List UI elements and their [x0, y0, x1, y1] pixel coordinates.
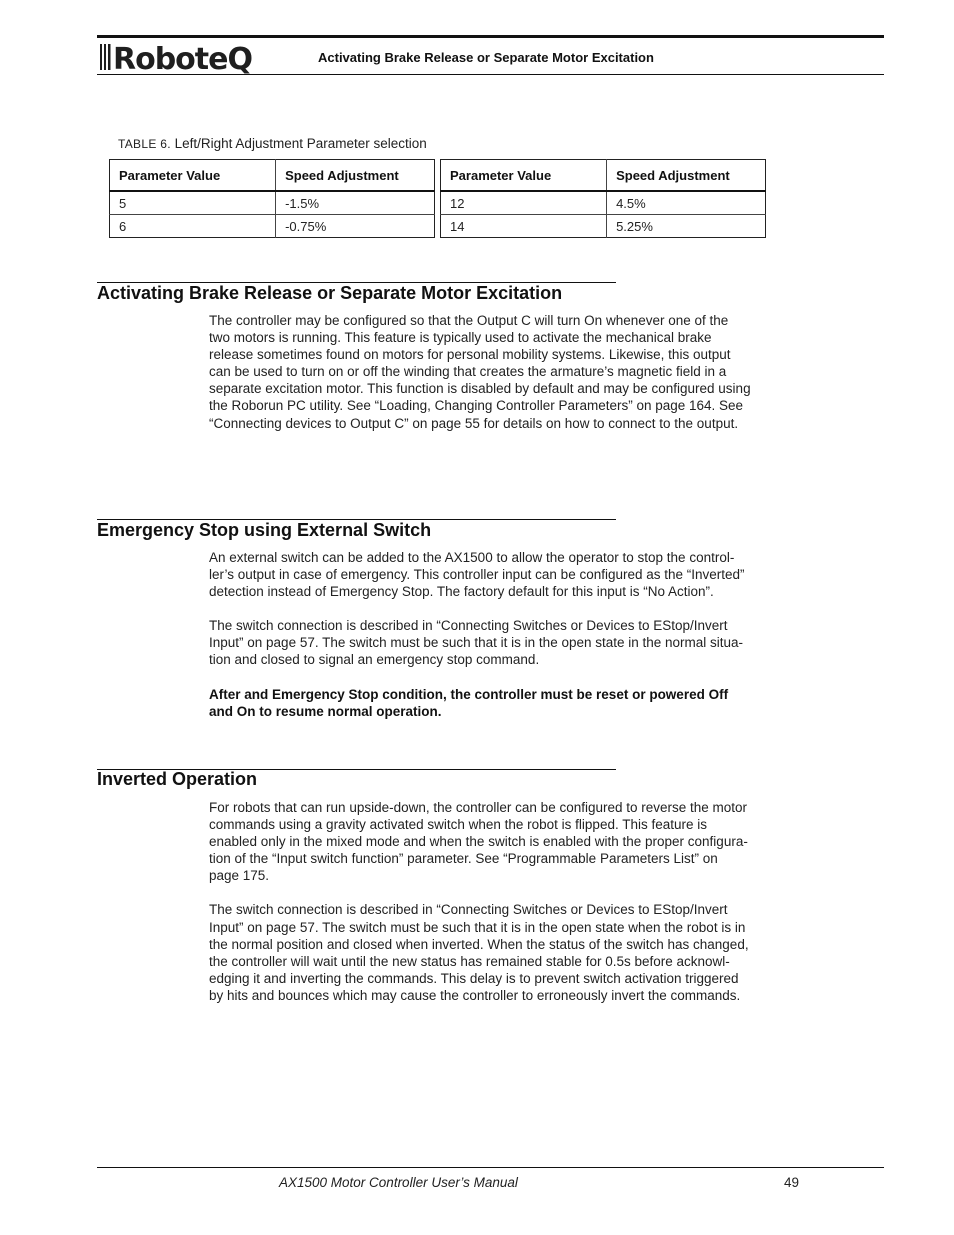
table-row: [110, 215, 435, 238]
footer-rule: [97, 1167, 884, 1168]
header-bottom-rule: [97, 74, 884, 75]
text-line: release sometimes found on motors for personal mobility systems. Likewise, this output: [209, 347, 731, 363]
text-line: tion and closed to signal an emergency stop command.: [209, 652, 540, 668]
text-line: Input” on page 57. The switch must be such that it is in the open state when the robot is in: [209, 919, 746, 935]
table-cell: 5: [110, 191, 276, 215]
table-header-row: [110, 160, 435, 192]
text-line: by hits and bounces which may cause the controller to erroneously invert the commands.: [209, 987, 741, 1003]
table-cell: 12: [441, 191, 607, 215]
text-line: edging it and inverting the commands. This delay is to prevent switch activation triggered: [209, 970, 739, 986]
footer-manual-title: AX1500 Motor Controller User’s Manual: [279, 1175, 518, 1190]
text-line: enabled only in the mixed mode and when the switch is enabled with the proper configura-: [209, 834, 748, 850]
paragraph: [209, 799, 774, 884]
table-caption-text: Left/Right Adjustment Parameter selection: [174, 136, 427, 151]
text-line: and On to resume normal operation.: [209, 703, 442, 719]
table-header-cell: Speed Adjustment: [607, 160, 766, 192]
text-line: The switch connection is described in “Connecting Switches or Devices to EStop/Invert: [209, 902, 728, 918]
table-cell: 14: [441, 215, 607, 238]
paragraph: [209, 549, 774, 600]
svg-text:RoboteQ: RoboteQ: [113, 42, 252, 74]
section-body-inverted-operation: [209, 799, 774, 1004]
paragraph: [209, 901, 774, 1004]
table-caption: [118, 136, 427, 151]
text-line: two motors is running. This feature is typically used to activate the mechanical brake: [209, 330, 712, 346]
table-cell: -0.75%: [276, 215, 435, 238]
text-line: “Connecting devices to Output C” on page 55 for details on how to connect to the output.: [209, 415, 739, 431]
text-line: detection instead of Emergency Stop. The factory default for this input is “No Action”.: [209, 584, 714, 600]
table-header-cell: Parameter Value: [110, 160, 276, 192]
section-title-emergency-stop: Emergency Stop using External Switch: [97, 520, 432, 540]
text-line: The switch connection is described in “Connecting Switches or Devices to EStop/Invert: [209, 618, 728, 634]
table-header-cell: Parameter Value: [441, 160, 607, 192]
text-line: the controller will wait until the new status has remained stable for 0.5s before acknowl-: [209, 953, 730, 969]
text-line: After and Emergency Stop condition, the controller must be reset or powered Off: [209, 686, 729, 702]
section-title-inverted-operation: Inverted Operation: [97, 769, 258, 789]
page-number: 49: [784, 1175, 800, 1190]
text-line: separate excitation motor. This function is disabled by default and may be configured using: [209, 381, 751, 397]
text-line: the Roborun PC utility. See “Loading, Changing Controller Parameters” on page 164. See: [209, 398, 744, 414]
text-line: The controller may be configured so that the Output C will turn On whenever one of the: [209, 313, 729, 328]
paragraph: [209, 617, 774, 668]
table-caption-label: TABLE 6.: [118, 137, 171, 151]
table-header-row: [441, 160, 766, 192]
warning-paragraph: [209, 686, 774, 720]
table-cell: 5.25%: [607, 215, 766, 238]
adjustment-table-left: [109, 159, 435, 238]
roboteq-logo: [99, 38, 274, 74]
running-header-title: Activating Brake Release or Separate Motor Excitation: [318, 50, 654, 65]
text-line: commands using a gravity activated switch when the robot is flipped. This feature is: [209, 817, 707, 833]
text-line: ler’s output in case of emergency. This controller input can be configured as the “Inverted”: [209, 567, 745, 583]
section-body-emergency-stop: [209, 549, 774, 720]
table-header-cell: Speed Adjustment: [276, 160, 435, 192]
text-line: tion of the “Input switch function” parameter. See “Programmable Parameters List” on: [209, 851, 718, 867]
paragraph: [209, 312, 774, 432]
text-line: Input” on page 57. The switch must be such that it is in the open state in the normal situa-: [209, 635, 744, 651]
table-cell: -1.5%: [276, 191, 435, 215]
table-row: [441, 215, 766, 238]
text-line: page 175.: [209, 868, 270, 884]
table-cell: 4.5%: [607, 191, 766, 215]
text-line: the normal position and closed when inverted. When the status of the switch has changed,: [209, 936, 749, 952]
text-line: can be used to turn on or off the winding that creates the armature’s magnetic field in a: [209, 364, 727, 380]
text-line: For robots that can run upside-down, the controller can be configured to reverse the motor: [209, 800, 748, 815]
table-row: [110, 191, 435, 215]
text-line: An external switch can be added to the AX1500 to allow the operator to stop the control-: [209, 550, 735, 565]
table-row: [441, 191, 766, 215]
table-cell: 6: [110, 215, 276, 238]
adjustment-table-right: [440, 159, 766, 238]
section-body-brake-release: [209, 312, 774, 432]
section-title-brake-release: Activating Brake Release or Separate Motor Excitation: [97, 283, 563, 303]
